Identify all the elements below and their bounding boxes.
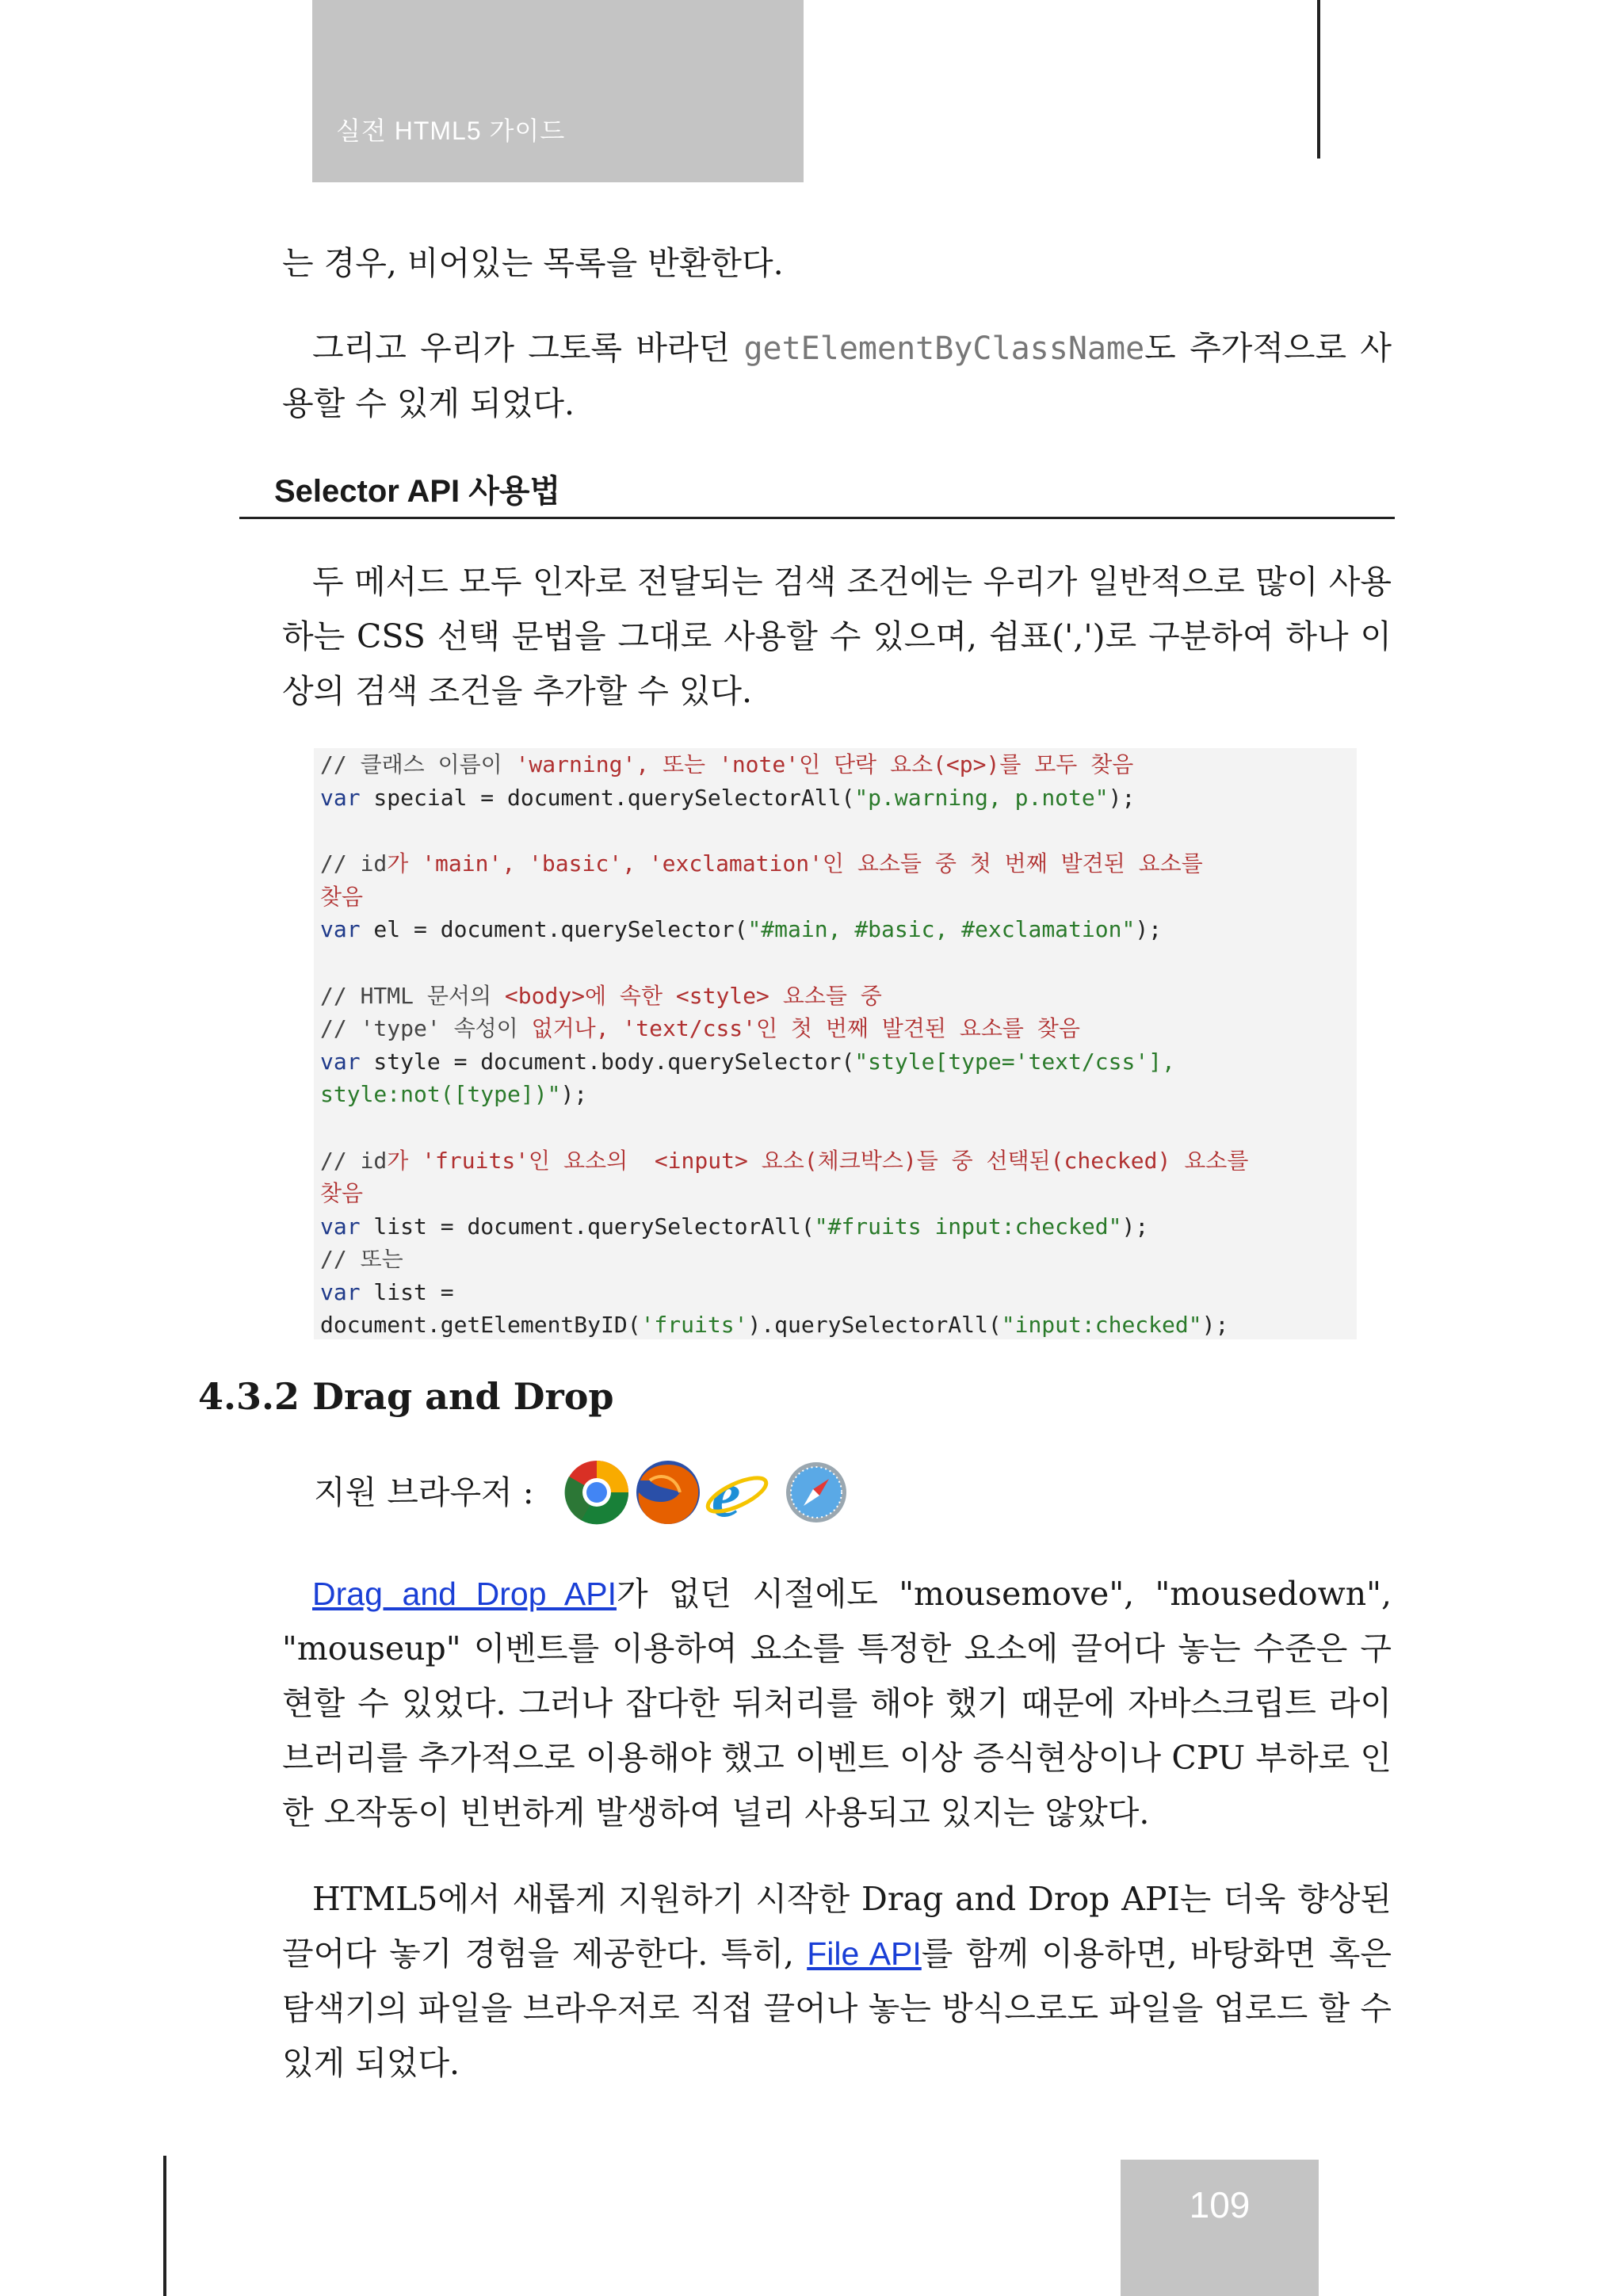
code-line: var list = document.querySelectorAll("#fruits input:checked"); [320, 1213, 1149, 1240]
footer-rule [163, 2156, 166, 2296]
footer-bar [1121, 2160, 1319, 2296]
subsection-title: 4.3.2 Drag and Drop [198, 1375, 614, 1418]
code-line: document.getElementByID('fruits').querySelectorAll("input:checked"); [320, 1312, 1229, 1338]
code-line: var style = document.body.querySelector("style[type='text/css'], [320, 1048, 1175, 1075]
code-line: // 또는 [320, 1246, 403, 1272]
inline-code: getElementByClassName [743, 330, 1145, 367]
paragraph-3: 두 메서드 모두 인자로 전달되는 검색 조건에는 우리가 일반적으로 많이 사용하는 CSS 선택 문법을 그대로 사용할 수 있으며, 쉼표(',')로 구분하여 하나 이상의 검색 조건을 추가할 수 있다. [282, 563, 1392, 710]
book-title: 실전 HTML5 가이드 [336, 117, 566, 145]
paragraph-1: 는 경우, 비어있는 목록을 반환한다. [282, 244, 784, 282]
code-line: var el = document.querySelector("#main, #basic, #exclamation"); [320, 916, 1163, 942]
file-api-link[interactable]: File API [807, 1935, 922, 1972]
header-rule [1317, 0, 1320, 159]
code-line: var list = [320, 1278, 454, 1305]
paragraph-2-text-end: 도 추가적으로 사용할 수 있게 되었다. [282, 329, 1392, 422]
code-block [314, 748, 1357, 1339]
browser-icons [561, 1457, 854, 1528]
code-line: // 클래스 이름이 'warning', 또는 'note'인 단락 요소(<p>)를 모두 찾음 [320, 751, 1134, 777]
paragraph-5-text: HTML5에서 새롭게 지원하기 시작한 Drag and Drop API는 더욱 향상된 끌어다 놓기 경험을 제공한다. 특히, [282, 1880, 1392, 1973]
browser-support-label: 지원 브라우저 : [314, 1473, 534, 1511]
code-line: // HTML 문서의 <body>에 속한 <style> 요소들 중 [320, 982, 882, 1009]
code-line: var special = document.querySelectorAll("p.warning, p.note"); [320, 784, 1136, 811]
ie-icon [704, 1458, 770, 1528]
section-rule [239, 517, 1395, 519]
page-number: 109 [1189, 2184, 1251, 2225]
code-line: // id가 'fruits'인 요소의 <input> 요소(체크박스)들 중 선택된(checked) 요소를 [320, 1147, 1249, 1174]
paragraph-4-text: 가 없던 시절에도 "mousemove", "mousedown", "mouseup" 이벤트를 이용하여 요소를 특정한 요소에 끌어다 놓는 수준은 구현할 수 있었다. 그러나 잡다한 뒤처리를 해야 했기 때문에 자바스크립트 라이브러리를 추가적으로 이용해야 했고 이벤트 이상 증식현상이나 CPU 부하로 인한 오작동이 빈번하게 발생하여 널리 사용되고 있지는 않았다. [282, 1575, 1392, 1832]
paragraph-2-text: 그리고 우리가 그토록 바라던 [312, 329, 744, 367]
code-line: // 'type' 속성이 없거나, 'text/css'인 첫 번째 발견된 요소를 찾음 [320, 1015, 1080, 1041]
firefox-icon [636, 1461, 700, 1524]
code-line: 찾음 [320, 1180, 364, 1206]
paragraph-5 [282, 1872, 1392, 2091]
paragraph-4 [282, 1567, 1392, 1840]
code-line: style:not([type])"); [320, 1081, 588, 1107]
section-title: Selector API 사용법 [274, 474, 561, 509]
safari-icon [786, 1462, 846, 1522]
paragraph-2 [282, 321, 1392, 431]
code-line: 찾음 [320, 883, 364, 910]
paragraph-5-text-end: 를 함께 이용하면, 바탕화면 혹은 탐색기의 파일을 브라우저로 직접 끌어나 놓는 방식으로도 파일을 업로드 할 수 있게 되었다. [282, 1935, 1392, 2082]
header-bar [312, 0, 804, 182]
svg-text:e: e [712, 1458, 741, 1528]
chrome-icon [565, 1461, 628, 1524]
code-line: // id가 'main', 'basic', 'exclamation'인 요소들 중 첫 번째 발견된 요소를 [320, 850, 1203, 877]
drag-and-drop-api-link[interactable]: Drag and Drop API [312, 1576, 617, 1612]
